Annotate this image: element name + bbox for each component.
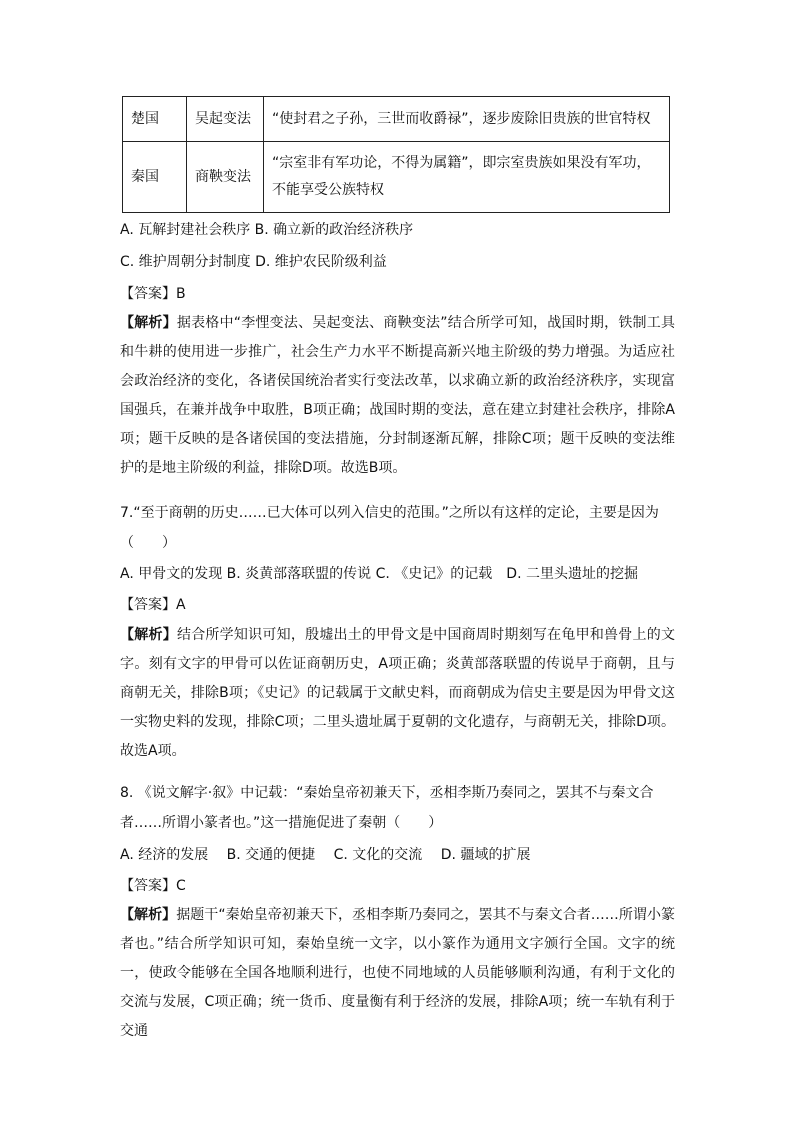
table-row (123, 142, 670, 213)
table-cell-state: 秦国 (123, 142, 187, 213)
q6-options-line2: C. 维护周朝分封制度 D. 维护农民阶级利益 (120, 254, 387, 270)
q7-stem-line2: （ ） (120, 535, 176, 551)
analysis-label: 【解析】 (120, 315, 177, 331)
table-row (123, 97, 670, 142)
table-cell-reform: 吴起变法 (187, 97, 264, 142)
table-cell-content: “宗室非有军功论，不得为属籍”，即宗室贵族如果没有军功，不能享受公族特权 (264, 142, 670, 213)
q8-options: A. 经济的发展 B. 交通的便捷 C. 文化的交流 D. 疆域的扩展 (120, 847, 531, 863)
reform-table (122, 96, 670, 213)
q7-stem-line1: 7.“至于商朝的历史……已大体可以列入信史的范围。”之所以有这样的定论，主要是因为 (120, 505, 659, 521)
q7-analysis (120, 621, 675, 766)
analysis-text: 结合所学知识可知，殷墟出土的甲骨文是中国商周时期刻写在龟甲和兽骨上的文字。刻有文字的甲骨可以佐证商朝历史，A项正确；炎黄部落联盟的传说早于商朝，且与商朝无关，排除B项；《史记》的记载属于文献史料，而商朝成为信史主要是因为甲骨文这一实物史料的发现，排除C项；二里头遗址属于夏朝的文化遗存，与商朝无关，排除D项。故选A项。 (120, 627, 676, 759)
analysis-label: 【解析】 (120, 627, 177, 643)
q8-stem-line1: 8. 《说文解字·叙》中记载：“秦始皇帝初兼天下，丞相李斯乃奏同之，罢其不与秦文合 (120, 785, 654, 801)
q6-answer: 【答案】B (120, 286, 186, 302)
analysis-text: 据题干“秦始皇帝初兼天下，丞相李斯乃奏同之，罢其不与秦文合者……所谓小篆者也。”结合所学知识可知，秦始皇统一文字，以小篆作为通用文字颁行全国。文字的统一，使政令能够在全国各地顺利进行，也使不同地域的人员能够顺利沟通，有利于文化的交流与发展，C项正确；统一货币、度量衡有利于经济的发展，排除A项；统一车轨有利于交通 (120, 907, 675, 1039)
table-cell-content: “使封君之子孙，三世而收爵禄”，逐步废除旧贵族的世官特权 (264, 97, 670, 142)
analysis-label: 【解析】 (120, 907, 177, 923)
q8-analysis (120, 901, 675, 1046)
analysis-text: 据表格中“李悝变法、吴起变法、商鞅变法”结合所学可知，战国时期，铁制工具和牛耕的使用进一步推广，社会生产力水平不断提高新兴地主阶级的势力增强。为适应社会政治经济的变化，各诸侯国统治者实行变法改革，以求确立新的政治经济秩序，实现富国强兵，在兼并战争中取胜，B项正确；战国时期的变法，意在建立封建社会秩序，排除A项；题干反映的是各诸侯国的变法措施，分封制逐渐瓦解，排除C项；题干反映的变法维护的是地主阶级的利益，排除D项。故选B项。 (120, 315, 675, 476)
table-cell-reform: 商鞅变法 (187, 142, 264, 213)
q7-answer: 【答案】A (120, 597, 186, 613)
q6-analysis (120, 309, 675, 483)
q8-answer: 【答案】C (120, 878, 186, 894)
q6-options-line1: A. 瓦解封建社会秩序 B. 确立新的政治经济秩序 (120, 222, 414, 238)
table-cell-state: 楚国 (123, 97, 187, 142)
q8-stem-line2: 者……所谓小篆者也。”这一措施促进了秦朝（ ） (120, 815, 443, 831)
q7-options: A. 甲骨文的发现 B. 炎黄部落联盟的传说 C. 《史记》的记载 D. 二里头遗址的挖掘 (120, 566, 638, 582)
